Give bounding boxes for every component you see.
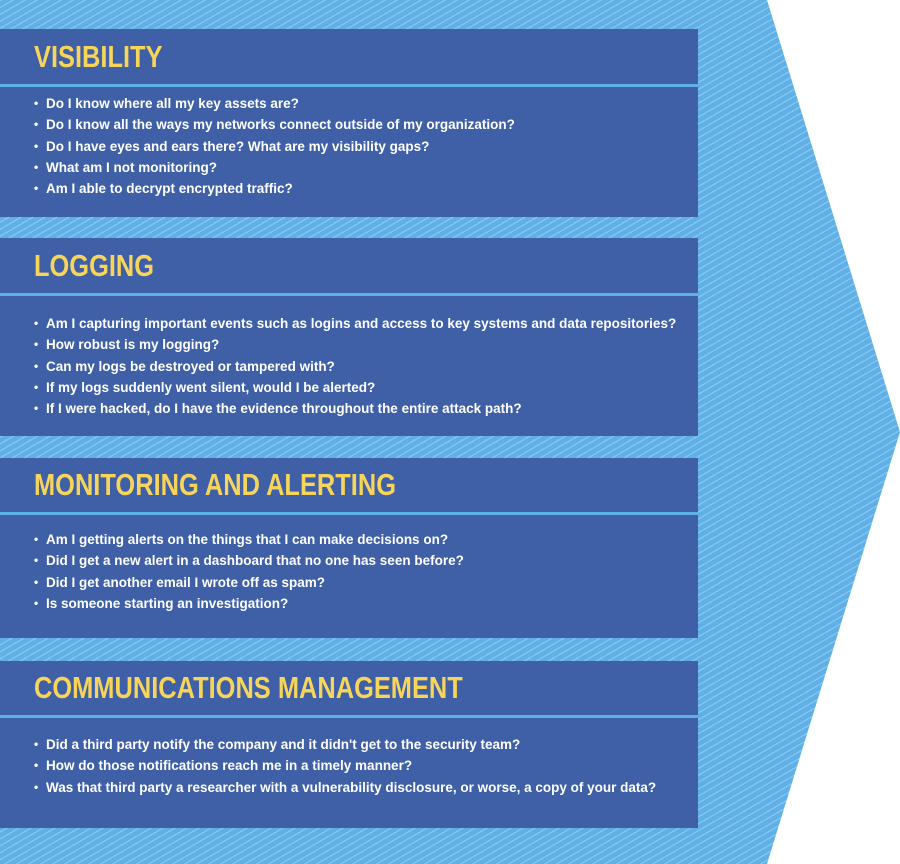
list-item: • Did a third party notify the company and it didn't get to the security team?: [34, 734, 656, 755]
section-header: [0, 661, 698, 718]
section-communications-management: [0, 661, 698, 828]
list-item: • Do I know all the ways my networks connect outside of my organization?: [34, 114, 515, 135]
list-item: • If I were hacked, do I have the evidence throughout the entire attack path?: [34, 398, 676, 419]
section-logging: [0, 238, 698, 436]
list-item: • Am I getting alerts on the things that I can make decisions on?: [34, 529, 464, 550]
section-title: MONITORING AND ALERTING: [34, 467, 396, 502]
question-list: [34, 529, 464, 614]
list-item: • Am I capturing important events such as logins and access to key systems and data repositories?: [34, 313, 676, 334]
list-item: • What am I not monitoring?: [34, 157, 515, 178]
list-item: • How robust is my logging?: [34, 334, 676, 355]
list-item: • Was that third party a researcher with a vulnerability disclosure, or worse, a copy of your data?: [34, 777, 656, 798]
list-item: • Do I have eyes and ears there? What are my visibility gaps?: [34, 136, 515, 157]
list-item: • Am I able to decrypt encrypted traffic?: [34, 178, 515, 199]
list-item: • How do those notifications reach me in a timely manner?: [34, 755, 656, 776]
list-item: • If my logs suddenly went silent, would I be alerted?: [34, 377, 676, 398]
list-item: • Do I know where all my key assets are?: [34, 93, 515, 114]
list-item: • Did I get another email I wrote off as spam?: [34, 572, 464, 593]
section-header: [0, 29, 698, 87]
section-header: [0, 458, 698, 515]
question-list: [34, 313, 676, 419]
list-item: • Can my logs be destroyed or tampered with?: [34, 356, 676, 377]
question-list: [34, 734, 656, 798]
section-title: LOGGING: [34, 247, 155, 283]
section-header: [0, 238, 698, 296]
section-visibility: [0, 29, 698, 217]
section-monitoring-and-alerting: [0, 458, 698, 638]
question-list: [34, 93, 515, 199]
section-title: COMMUNICATIONS MANAGEMENT: [34, 670, 463, 705]
list-item: • Did I get a new alert in a dashboard that no one has seen before?: [34, 550, 464, 571]
section-title: VISIBILITY: [34, 38, 163, 74]
list-item: • Is someone starting an investigation?: [34, 593, 464, 614]
